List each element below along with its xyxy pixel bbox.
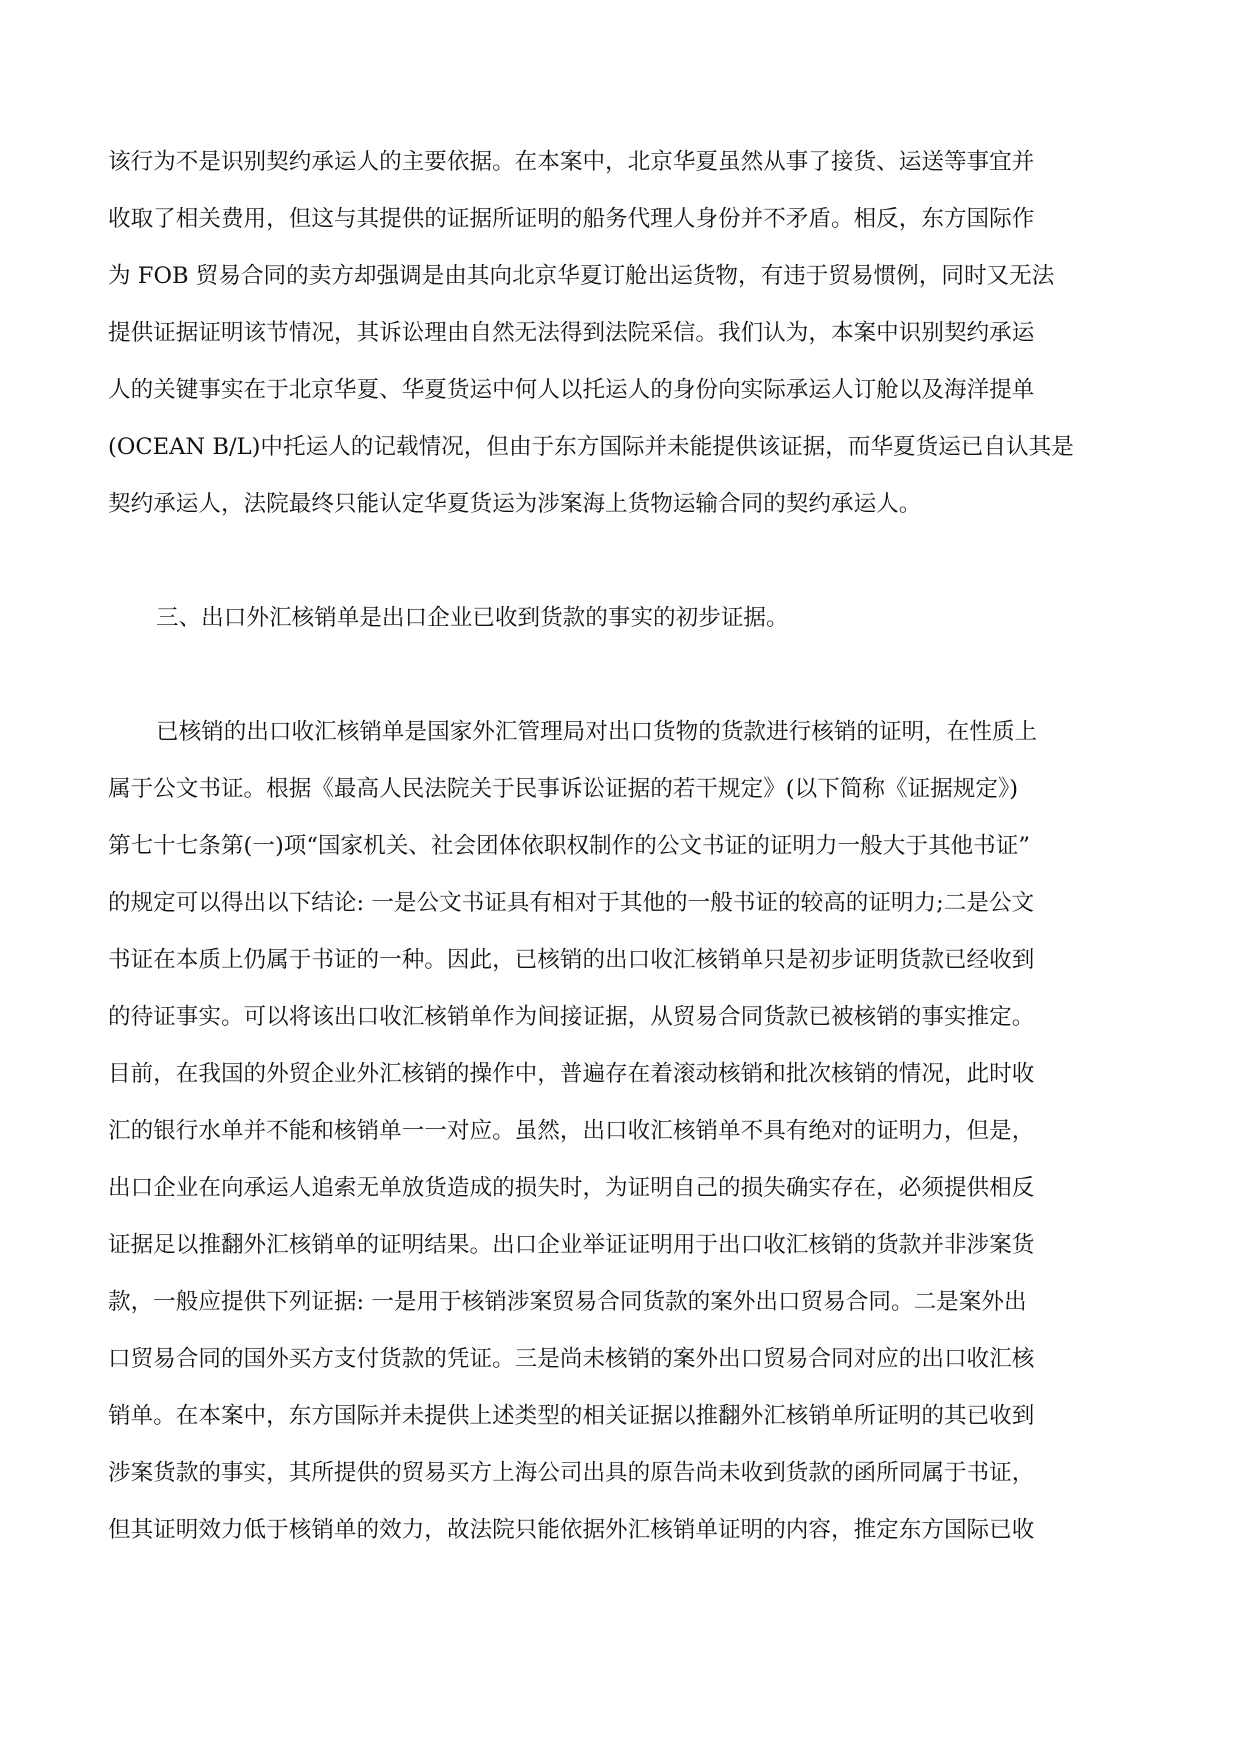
text-line: 书证在本质上仍属于书证的一种。因此，已核销的出口收汇核销单只是初步证明货款已经收到 <box>108 947 1035 973</box>
heading-line: 三、出口外汇核销单是出口企业已收到货款的事实的初步证据。 <box>156 605 789 631</box>
text-line: 为 FOB 贸易合同的卖方却强调是由其向北京华夏订舱出运货物，有违于贸易惯例，同时又无法 <box>108 263 1055 289</box>
section-heading <box>108 590 1138 647</box>
text-line: 但其证明效力低于核销单的效力，故法院只能依据外汇核销单证明的内容，推定东方国际已收 <box>108 1517 1035 1543</box>
document-body <box>108 134 1138 1559</box>
text-line: 人的关键事实在于北京华夏、华夏货运中何人以托运人的身份向实际承运人订舱以及海洋提单 <box>108 377 1035 403</box>
text-line: 出口企业在向承运人追索无单放货造成的损失时，为证明自己的损失确实存在，必须提供相反 <box>108 1175 1035 1201</box>
text-line: 第七十七条第(一)项“国家机关、社会团体依职权制作的公文书证的证明力一般大于其他书证” <box>108 833 1030 859</box>
text-line: 提供证据证明该节情况，其诉讼理由自然无法得到法院采信。我们认为，本案中识别契约承运 <box>108 320 1035 346</box>
text-line: 涉案货款的事实，其所提供的贸易买方上海公司出具的原告尚未收到货款的函所同属于书证， <box>108 1460 1035 1486</box>
text-line: (OCEAN B/L)中托运人的记载情况，但由于东方国际并未能提供该证据，而华夏货运已自认其是 <box>108 434 1074 460</box>
paragraph-spacer <box>108 647 1138 704</box>
paragraph-verification-form <box>108 704 1138 1559</box>
text-line: 的规定可以得出以下结论: 一是公文书证具有相对于其他的一般书证的较高的证明力;二是公文 <box>108 890 1035 916</box>
paragraph-spacer <box>108 533 1138 590</box>
text-line: 目前，在我国的外贸企业外汇核销的操作中，普遍存在着滚动核销和批次核销的情况，此时收 <box>108 1061 1035 1087</box>
text-line: 款，一般应提供下列证据: 一是用于核销涉案贸易合同货款的案外出口贸易合同。二是案外出 <box>108 1289 1027 1315</box>
text-line: 该行为不是识别契约承运人的主要依据。在本案中，北京华夏虽然从事了接货、运送等事宜并 <box>108 149 1035 175</box>
text-line: 证据足以推翻外汇核销单的证明结果。出口企业举证证明用于出口收汇核销的货款并非涉案货 <box>108 1232 1035 1258</box>
text-line: 收取了相关费用，但这与其提供的证据所证明的船务代理人身份并不矛盾。相反，东方国际作 <box>108 206 1035 232</box>
text-line: 口贸易合同的国外买方支付货款的凭证。三是尚未核销的案外出口贸易合同对应的出口收汇核 <box>108 1346 1035 1372</box>
text-line: 汇的银行水单并不能和核销单一一对应。虽然，出口收汇核销单不具有绝对的证明力，但是， <box>108 1118 1035 1144</box>
text-line: 属于公文书证。根据《最高人民法院关于民事诉讼证据的若干规定》(以下简称《证据规定》) <box>108 776 1019 802</box>
paragraph-contract-carrier <box>108 134 1138 533</box>
text-line: 的待证事实。可以将该出口收汇核销单作为间接证据，从贸易合同货款已被核销的事实推定。 <box>108 1004 1035 1030</box>
text-line: 已核销的出口收汇核销单是国家外汇管理局对出口货物的货款进行核销的证明，在性质上 <box>156 719 1038 745</box>
text-line: 销单。在本案中，东方国际并未提供上述类型的相关证据以推翻外汇核销单所证明的其已收到 <box>108 1403 1035 1429</box>
text-line: 契约承运人，法院最终只能认定华夏货运为涉案海上货物运输合同的契约承运人。 <box>108 491 922 517</box>
